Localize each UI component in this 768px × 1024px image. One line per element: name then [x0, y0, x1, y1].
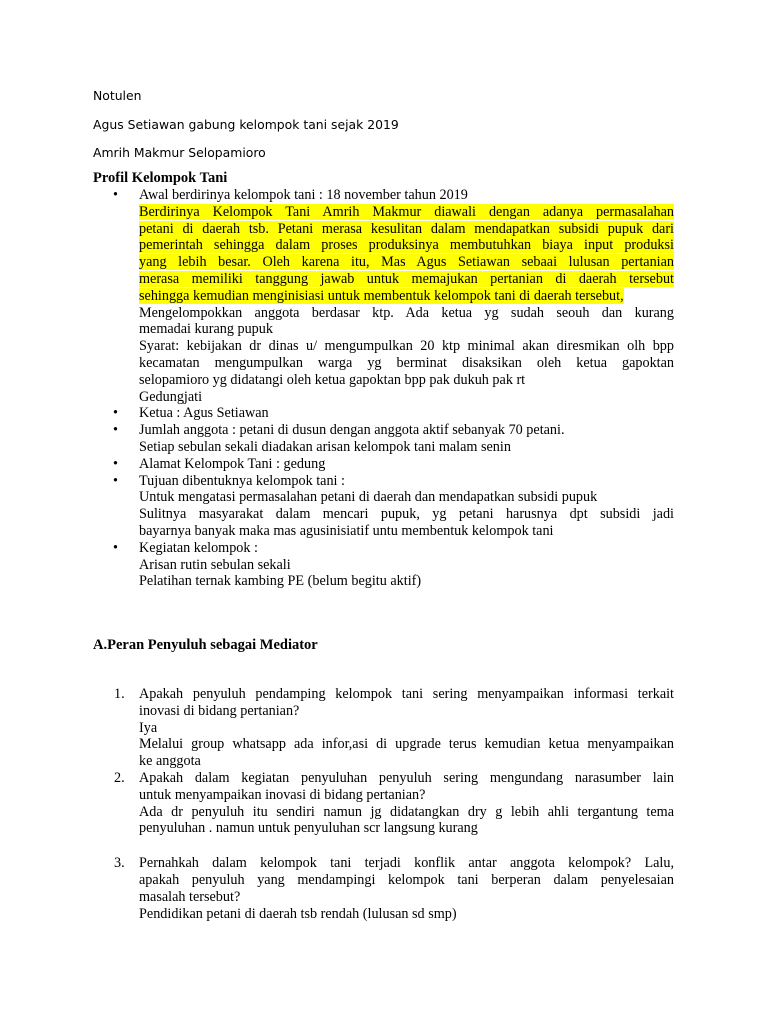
question-line: Apakah penyuluh pendamping kelompok tani sering menyampaikan informasi terkait	[139, 686, 674, 702]
profile-heading: Profil Kelompok Tani	[93, 170, 228, 186]
place-line: Gedungjati	[139, 388, 203, 405]
requirement-line: selopamioro yg didatangi oleh ketua gapoktan bpp pak dukuh pak rt	[139, 371, 526, 388]
question-line: apakah penyuluh yang mendampingi kelompok tani berperan dalam penyelesaian	[139, 871, 674, 888]
list-item-members	[0, 422, 768, 456]
highlighted-line: petani di daerah tsb. Petani merasa kesulitan dalam mendapatkan subsidi pupuk dari	[139, 220, 674, 237]
purpose-line: Untuk mengatasi permasalahan petani di daerah dan mendapatkan subsidi pupuk	[139, 489, 598, 506]
question-line: inovasi di bidang pertanian?	[139, 702, 300, 719]
purpose-line: bayarnya banyak maka mas agusinisiatif untu membentuk kelompok tani	[139, 522, 554, 539]
address-line: Alamat Kelompok Tani : gedung	[139, 455, 326, 472]
question-number: 3.	[114, 855, 125, 872]
list-item-activities	[0, 540, 768, 590]
question-number: 1.	[114, 686, 125, 702]
highlighted-line: Berdirinya Kelompok Tani Amrih Makmur diawali dengan adanya permasalahan	[139, 203, 674, 220]
question-item	[0, 855, 768, 922]
grouping-line: Mengelompokkan anggota berdasar ktp. Ada ketua yg sudah seouh dan kurang	[139, 304, 674, 321]
highlighted-line: sehingga kemudian menginisiasi untuk membentuk kelompok tani di daerah tersebut,	[139, 287, 624, 304]
list-item-purpose	[0, 473, 768, 540]
highlighted-line: yang lebih besar. Oleh karena itu, Mas Agus Setiawan sebaai lulusan pertanian	[139, 254, 674, 271]
question-line: masalah tersebut?	[139, 888, 241, 905]
purpose-label: Tujuan dibentuknya kelompok tani :	[139, 472, 345, 489]
requirement-line: kecamatan mengumpulkan warga yg berminat disaksikan oleh ketua gapoktan	[139, 354, 674, 371]
question-item	[0, 686, 768, 770]
bullet-icon: •	[113, 539, 118, 556]
founded-label: Awal berdirinya kelompok tani : 18 november tahun 2019	[139, 187, 468, 203]
section-a-heading: A.Peran Penyuluh sebagai Mediator	[93, 637, 318, 653]
activities-label: Kegiatan kelompok :	[139, 539, 258, 556]
question-item	[0, 770, 768, 837]
highlighted-line: pemerintah sehingga dalam proses produksinya membutuhkan biaya input produksi	[139, 237, 674, 254]
answer-line: penyuluhan . namun untuk penyuluhan scr langsung kurang	[139, 820, 478, 837]
bullet-icon: •	[113, 422, 118, 439]
leader-line: Ketua : Agus Setiawan	[139, 405, 269, 422]
question-line: Pernahkah dalam kelompok tani terjadi konflik antar anggota kelompok? Lalu,	[139, 855, 674, 872]
question-line: Apakah dalam kegiatan penyuluhan penyuluh sering mengundang narasumber lain	[139, 769, 674, 786]
members-label: Jumlah anggota : petani di dusun dengan anggota aktif sebanyak 70 petani.	[139, 422, 565, 439]
activity-line: Arisan rutin sebulan sekali	[139, 556, 291, 573]
list-item-founded	[0, 187, 768, 405]
list-item-address	[0, 456, 768, 473]
bullet-icon: •	[113, 187, 118, 203]
question-number: 2.	[114, 769, 125, 786]
list-item-leader	[0, 405, 768, 422]
member-note: Agus Setiawan gabung kelompok tani sejak 2019	[93, 117, 399, 132]
bullet-icon: •	[113, 405, 118, 422]
answer-line: Pendidikan petani di daerah tsb rendah (lulusan sd smp)	[139, 905, 457, 922]
requirement-line: Syarat: kebijakan dr dinas u/ mengumpulkan 20 ktp minimal akan diresmikan olh bpp	[139, 338, 674, 355]
doc-title: Notulen	[93, 88, 142, 103]
highlighted-line: merasa memiliki tanggung jawab untuk memajukan pertanian di daerah tersebut	[139, 270, 674, 287]
answer-line: Melalui group whatsapp ada infor,asi di upgrade terus kemudian ketua menyampaikan	[139, 736, 674, 753]
profile-bullet-list	[0, 187, 768, 590]
bullet-icon: •	[113, 455, 118, 472]
answer-line: ke anggota	[139, 753, 201, 770]
answer-line: Ada dr penyuluh itu sendiri namun jg didatangkan dry g lebih ahli tergantung tema	[139, 803, 674, 820]
question-list	[0, 686, 768, 922]
bullet-icon: •	[113, 472, 118, 489]
members-note: Setiap sebulan sekali diadakan arisan kelompok tani malam senin	[139, 438, 511, 455]
question-line: untuk menyampaikan inovasi di bidang pertanian?	[139, 786, 426, 803]
activity-line: Pelatihan ternak kambing PE (belum begitu aktif)	[139, 573, 422, 590]
answer-line: Iya	[139, 719, 158, 736]
group-name: Amrih Makmur Selopamioro	[93, 145, 266, 160]
grouping-line: memadai kurang pupuk	[139, 321, 273, 338]
purpose-line: Sulitnya masyarakat dalam mencari pupuk, yg petani harusnya dpt subsidi jadi	[139, 506, 674, 523]
